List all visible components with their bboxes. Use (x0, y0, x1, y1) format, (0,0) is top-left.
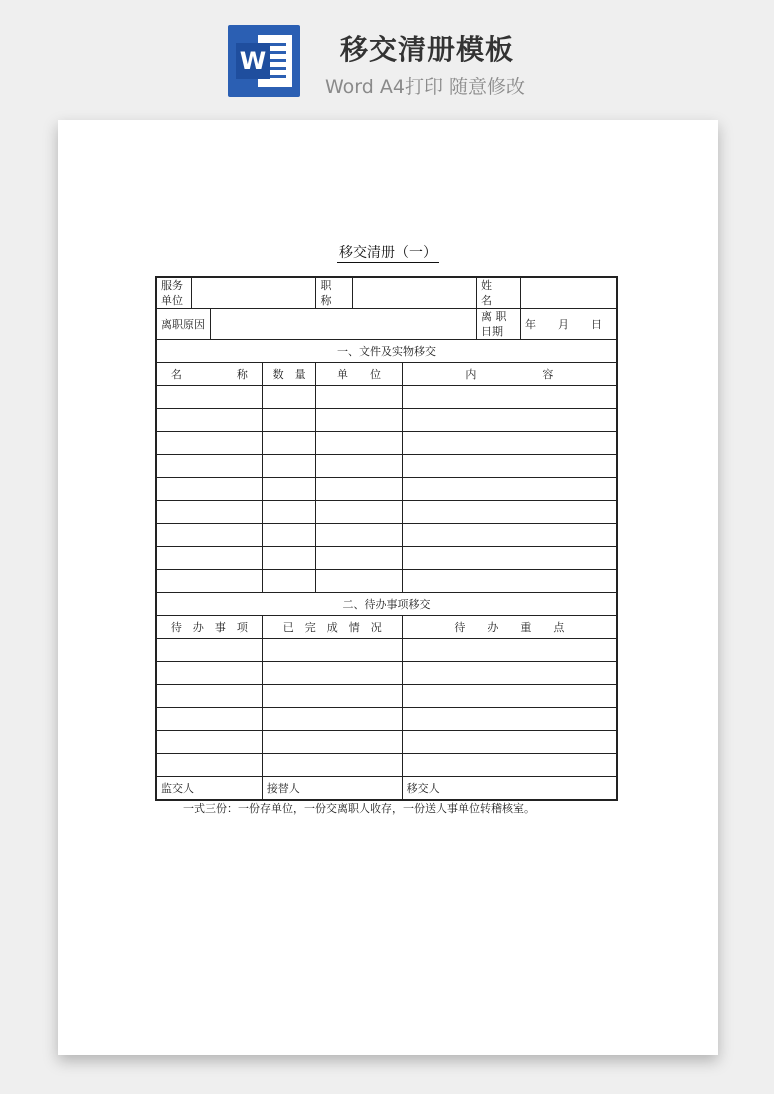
handover-form (155, 276, 618, 801)
page-header (0, 0, 774, 110)
priority-cell[interactable] (402, 708, 617, 731)
word-letter: W (236, 43, 270, 79)
table-row (156, 455, 617, 478)
signature-row (156, 777, 617, 801)
item-content-cell[interactable] (402, 478, 617, 501)
col-pending-header: 待 办 事 项 (156, 616, 262, 639)
item-qty-cell[interactable] (262, 570, 316, 593)
section2-title: 二、待办事项移交 (156, 593, 617, 616)
item-qty-cell[interactable] (262, 478, 316, 501)
table-row (156, 685, 617, 708)
priority-cell[interactable] (402, 685, 617, 708)
pending-cell[interactable] (156, 685, 262, 708)
successor-signature[interactable]: 接替人 (262, 777, 402, 801)
item-unit-cell[interactable] (316, 409, 402, 432)
priority-cell[interactable] (402, 639, 617, 662)
completed-cell[interactable] (262, 754, 402, 777)
item-qty-cell[interactable] (262, 547, 316, 570)
item-name-cell[interactable] (156, 409, 262, 432)
item-qty-cell[interactable] (262, 386, 316, 409)
transferor-signature[interactable]: 移交人 (402, 777, 617, 801)
item-name-cell[interactable] (156, 432, 262, 455)
item-unit-cell[interactable] (316, 501, 402, 524)
item-unit-cell[interactable] (316, 570, 402, 593)
table-row (156, 386, 617, 409)
table-row (156, 662, 617, 685)
item-unit-cell[interactable] (316, 386, 402, 409)
item-name-cell[interactable] (156, 524, 262, 547)
pending-cell[interactable] (156, 731, 262, 754)
completed-cell[interactable] (262, 662, 402, 685)
table-row (156, 432, 617, 455)
leave-date-label: 离 职 日期 (476, 309, 520, 340)
pending-cell[interactable] (156, 639, 262, 662)
document-title: 移交清册（一） (339, 245, 437, 261)
table-row (156, 754, 617, 777)
col-priority-header: 待 办 重 点 (402, 616, 617, 639)
form-row-unit (156, 277, 617, 309)
completed-cell[interactable] (262, 731, 402, 754)
table-row (156, 478, 617, 501)
pending-cell[interactable] (156, 708, 262, 731)
leave-date-value[interactable]: 年 月 日 (520, 309, 617, 340)
position-field[interactable] (352, 277, 476, 309)
completed-cell[interactable] (262, 708, 402, 731)
copies-note: 一式三份：一份存单位，一份交离职人收存，一份送人事单位转稽核室。 (183, 802, 535, 815)
table-row (156, 639, 617, 662)
name-label: 姓 名 (476, 277, 520, 309)
item-content-cell[interactable] (402, 524, 617, 547)
word-icon (228, 25, 300, 97)
item-unit-cell[interactable] (316, 455, 402, 478)
section1-title-row (156, 340, 617, 363)
col-content-header: 内 容 (402, 363, 617, 386)
item-content-cell[interactable] (402, 547, 617, 570)
item-content-cell[interactable] (402, 432, 617, 455)
service-unit-field[interactable] (192, 277, 316, 309)
item-content-cell[interactable] (402, 455, 617, 478)
position-label: 职 称 (316, 277, 352, 309)
item-name-cell[interactable] (156, 547, 262, 570)
table-row (156, 708, 617, 731)
item-name-cell[interactable] (156, 478, 262, 501)
table-row (156, 547, 617, 570)
item-qty-cell[interactable] (262, 524, 316, 547)
item-qty-cell[interactable] (262, 409, 316, 432)
section1-header-row (156, 363, 617, 386)
item-unit-cell[interactable] (316, 547, 402, 570)
reason-label: 离职原因 (156, 309, 211, 340)
name-field[interactable] (520, 277, 617, 309)
item-name-cell[interactable] (156, 570, 262, 593)
table-row (156, 409, 617, 432)
col-quantity-header: 数 量 (262, 363, 316, 386)
col-completed-header: 已 完 成 情 况 (262, 616, 402, 639)
table-row (156, 524, 617, 547)
col-name-header: 名 称 (156, 363, 262, 386)
table-row (156, 501, 617, 524)
pending-cell[interactable] (156, 662, 262, 685)
item-qty-cell[interactable] (262, 432, 316, 455)
item-qty-cell[interactable] (262, 455, 316, 478)
section2-header-row (156, 616, 617, 639)
item-content-cell[interactable] (402, 386, 617, 409)
section2-title-row (156, 593, 617, 616)
service-unit-label: 服务 单位 (156, 277, 192, 309)
priority-cell[interactable] (402, 731, 617, 754)
completed-cell[interactable] (262, 639, 402, 662)
reason-field[interactable] (211, 309, 477, 340)
table-row (156, 570, 617, 593)
item-name-cell[interactable] (156, 455, 262, 478)
item-qty-cell[interactable] (262, 501, 316, 524)
priority-cell[interactable] (402, 754, 617, 777)
col-unit-header: 单 位 (316, 363, 402, 386)
item-name-cell[interactable] (156, 386, 262, 409)
section1-title: 一、文件及实物移交 (156, 340, 617, 363)
table-row (156, 731, 617, 754)
item-content-cell[interactable] (402, 570, 617, 593)
supervisor-signature[interactable]: 监交人 (156, 777, 262, 801)
template-subtitle: Word A4打印 随意修改 (325, 76, 526, 98)
form-row-reason (156, 309, 617, 340)
document-page (58, 120, 718, 1055)
item-unit-cell[interactable] (316, 524, 402, 547)
item-content-cell[interactable] (402, 409, 617, 432)
item-content-cell[interactable] (402, 501, 617, 524)
item-name-cell[interactable] (156, 501, 262, 524)
item-unit-cell[interactable] (316, 432, 402, 455)
priority-cell[interactable] (402, 662, 617, 685)
template-title: 移交清册模板 (340, 33, 515, 66)
item-unit-cell[interactable] (316, 478, 402, 501)
completed-cell[interactable] (262, 685, 402, 708)
pending-cell[interactable] (156, 754, 262, 777)
